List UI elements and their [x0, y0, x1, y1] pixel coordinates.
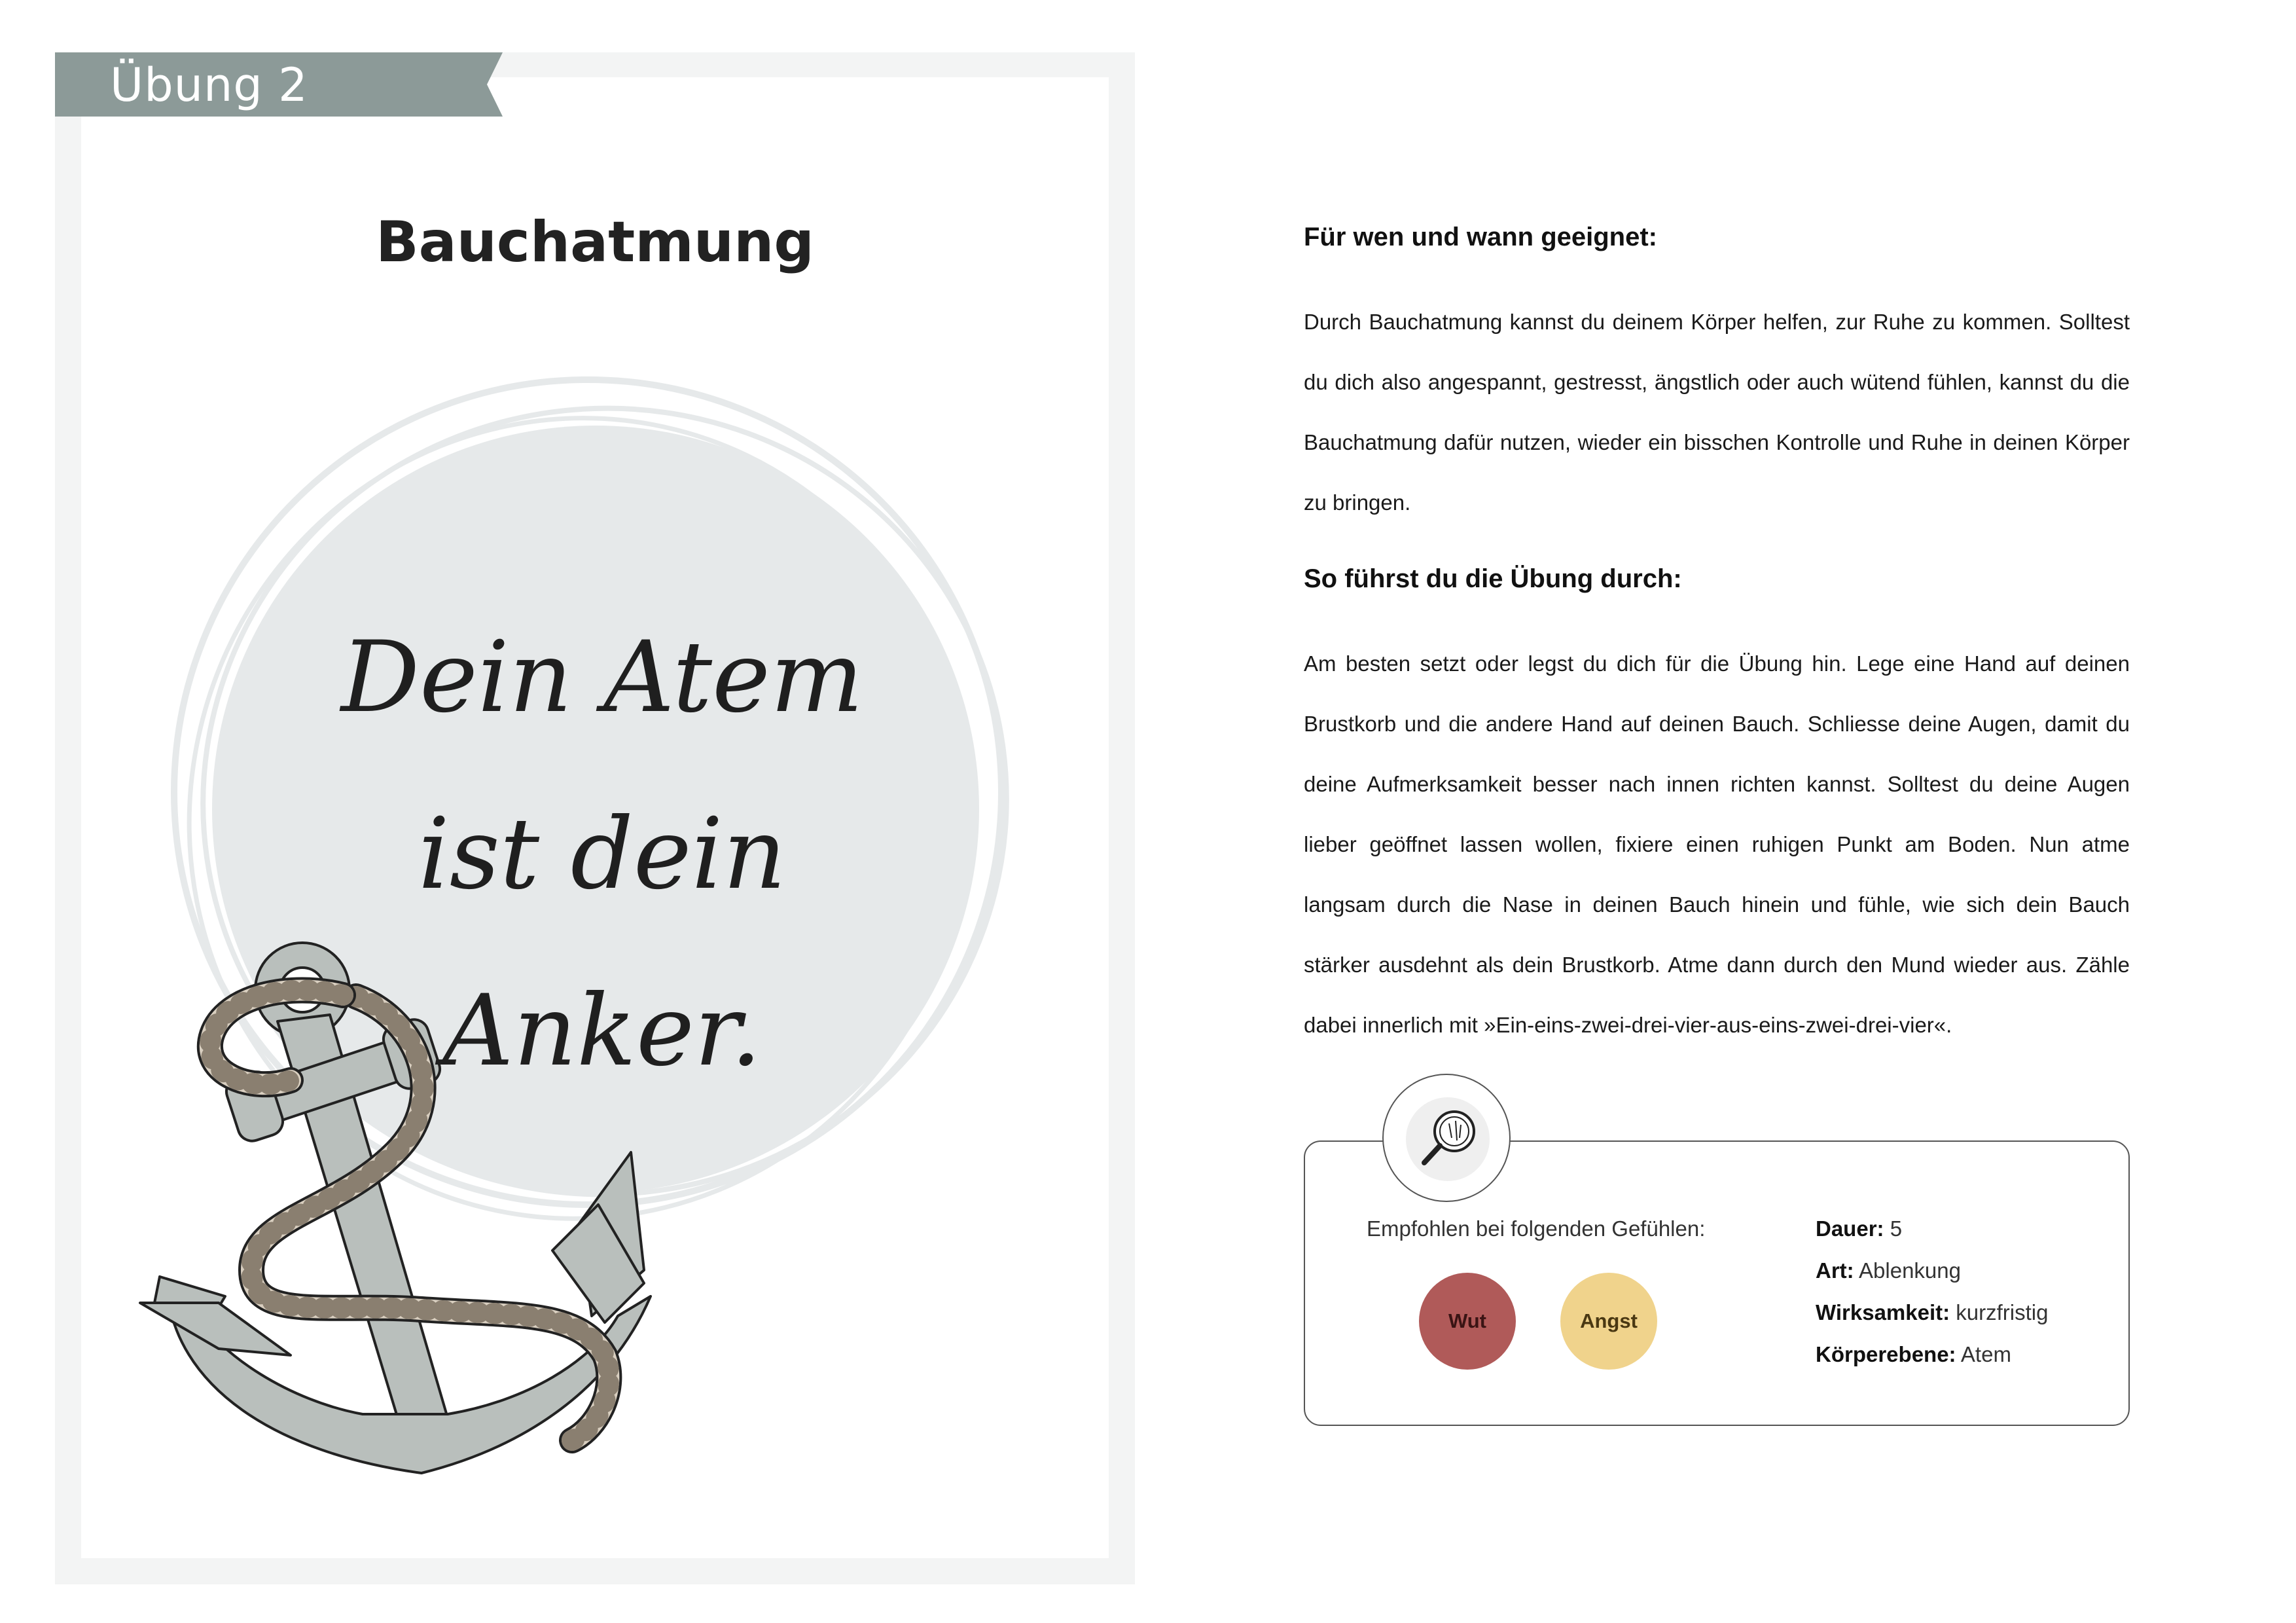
exercise-ribbon [55, 52, 503, 117]
meta-effectiveness: Wirksamkeit: kurzfristig [1816, 1300, 2049, 1324]
suitability-text: Durch Bauchatmung kannst du deinem Körper helfen, zur Ruhe zu kommen. Solltest du dich also angespannt, gestresst, ängstlich oder auch wütend fühlen, kannst du die Bauchatmung dafür nutzen, wieder ein bisschen Kontrolle und Ruhe in deinen Körper zu bringen. [1304, 310, 2130, 515]
meta-body-level: Körperebene: Atem [1816, 1342, 2011, 1366]
emotion-badge-angst: Angst [1560, 1273, 1657, 1370]
quote-line-2: ist dein Anker. [418, 797, 787, 1088]
suitability-heading: Für wen und wann geeignet: [1304, 223, 1657, 251]
icon-badge [1382, 1074, 1511, 1202]
quote [275, 589, 929, 1120]
emotion-badge-wut: Wut [1419, 1273, 1516, 1370]
quote-line-1: Dein Atem [340, 621, 864, 735]
meta-type: Art: Ablenkung [1816, 1258, 1961, 1283]
instructions-heading: So führst du die Übung durch: [1304, 564, 1682, 593]
magnifier-icon [1384, 1075, 1512, 1203]
instructions-text: Am besten setzt oder legst du dich für die Übung hin. Lege eine Hand auf deinen Brustkorb und die andere Hand auf deinen Bauch. Schliesse deine Augen, damit du deine Aufmerksamkeit besser nach innen richten kannst. Solltest du deine Augen lieber geöffnet lassen wollen, fixiere einen ruhigen Punkt am Boden. Nun atme langsam durch die Nase in deinen Bauch hinein und fühle, wie sich dein Bauch stärker ausdehnt als dein Brustkorb. Atme dann durch den Mund wieder aus. Zähle dabei innerlich mit »Ein-eins-zwei-drei-vier-aus-eins-zwei-drei-vier«. [1304, 651, 2130, 1037]
exercise-title: Bauchatmung [376, 210, 814, 275]
recommended-label: Empfohlen bei folgenden Gefühlen: [1367, 1216, 1706, 1241]
meta-duration: Dauer: 5 [1816, 1216, 1903, 1241]
exercise-number: Übung 2 [110, 58, 308, 112]
